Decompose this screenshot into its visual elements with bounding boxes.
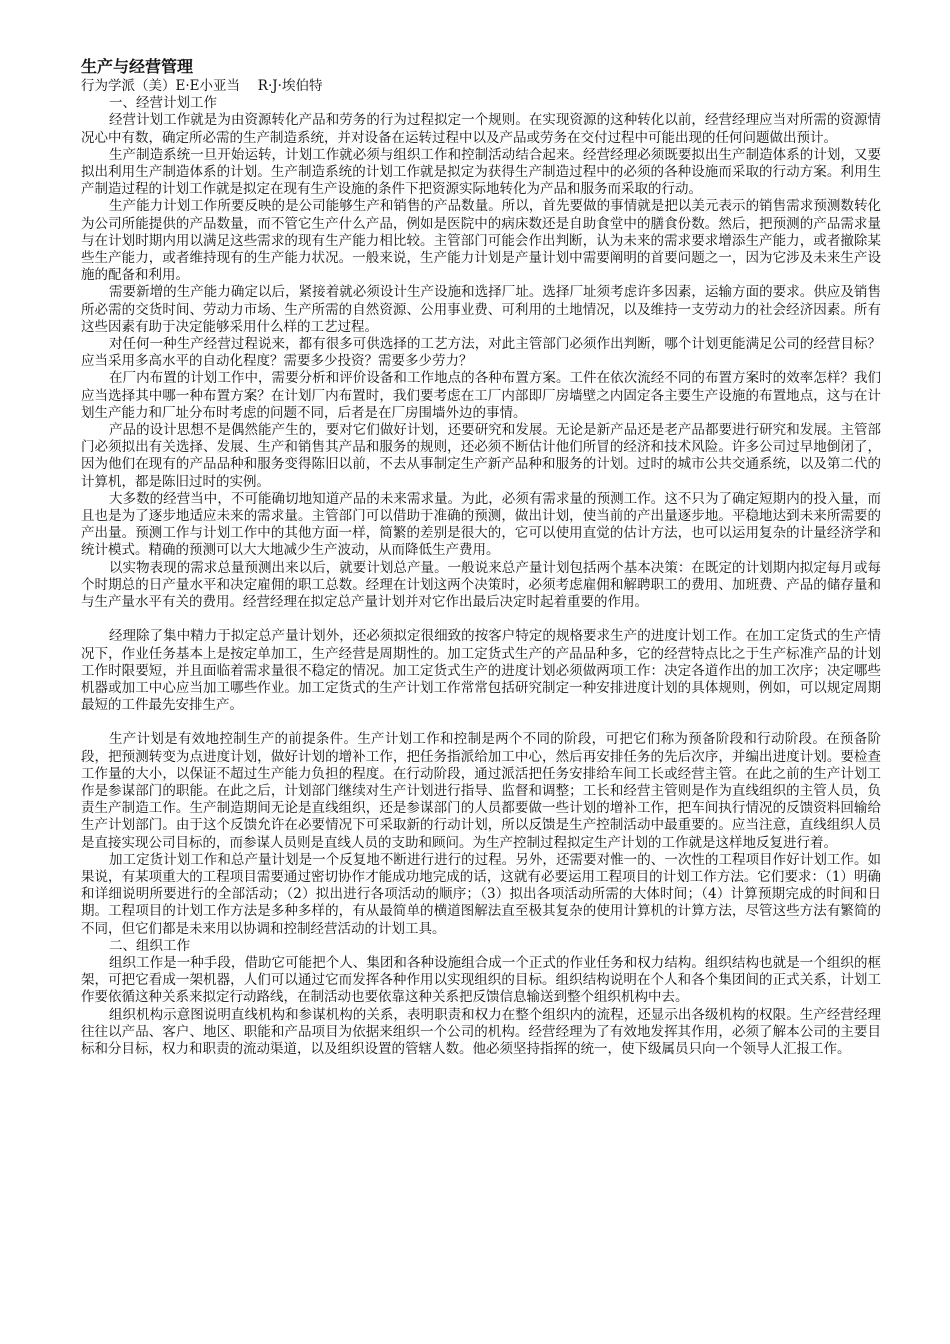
document-title: 生产与经营管理 bbox=[81, 57, 194, 76]
paragraph: 经营计划工作就是为由资源转化产品和劳务的行为过程拟定一个规则。在实现资源的这种转化以前，经营经理应当对所需的资源情况心中有数，确定所必需的生产制造系统，并对设备在运转过程中以及产品或劳务在交付过程中可能出现的任何问题做出预计。 bbox=[81, 112, 881, 146]
paragraph: 在厂内布置的计划工作中，需要分析和评价设备和工作地点的各种布置方案。工件在依次流经不同的布置方案时的效率怎样？我们应当选择其中哪一种布置方案？在计划厂内布置时，我们要考虑在工厂内部即厂房墙壁之内固定各主要生产设施的布置地点，这与在计划生产能力和厂址分布时考虑的问题不同，后者是在厂房围墙外边的事情。 bbox=[81, 370, 881, 421]
paragraph: 组织机构示意图说明直线机构和参谋机构的关系，表明职责和权力在整个组织内的流程，还显示出各级机构的权限。生产经营经理往往以产品、客户、地区、职能和产品项目为依据来组织一个公司的机构。经营经理为了有效地发挥其作用，必须了解本公司的主要目标和分目标，权力和职责的流动渠道，以及组织设置的管辖人数。他必须坚持指挥的统一，使下级属员只向一个领导人汇报工作。 bbox=[81, 1006, 881, 1057]
paragraph: 产品的设计思想不是偶然能产生的，要对它们做好计划，还要研究和发展。无论是新产品还是老产品都要进行研究和发展。主管部门必须拟出有关选择、发展、生产和销售其产品和服务的规则，还必须不断估计他们所冒的经济和技术风险。许多公司过早地倒闭了，因为他们在现有的产品品种和服务变得陈旧以前，不去从事制定生产新产品种和服务的计划。过时的城市公共交通系统，以及第二代的计算机，都是陈旧过时的实例。 bbox=[81, 422, 881, 490]
document-page bbox=[81, 56, 881, 1058]
blank-line bbox=[81, 714, 881, 731]
paragraph: 经理除了集中精力于拟定总产量计划外，还必须拟定很细致的按客户特定的规格要求生产的进度计划工作。在加工定货式的生产情况下，作业任务基本上是按定单加工，生产经营是周期性的。加工定货式生产的产品品种多，它的经营特点比之于生产标准产品的计划工作时限要短，并且面临着需求量很不稳定的情况。加工定货式生产的进度计划必须做两项工作：决定各道作出的加工次序；决定哪些机器或加工中心应当加工哪些作业。加工定货式的生产计划工作常常包括研究制定一种安排进度计划的具体规则，例如，可以规定周期最短的工件最先安排生产。 bbox=[81, 628, 881, 714]
paragraph: 生产计划是有效地控制生产的前提条件。生产计划工作和控制是两个不同的阶段，可把它们称为预备阶段和行动阶段。在预备阶段，把预测转变为点进度计划，做好计划的增补工作，把任务指派给加工中心，然后再安排任务的先后次序，并编出进度计划。要检查工作量的大小，以保证不超过生产能力负担的程度。在行动阶段，通过派活把任务安排给车间工长或经营主管。在此之前的生产计划工作是参谋部门的职能。在此之后，计划部门继续对生产计划进行指导、监督和调整；工长和经营主管则是作为直线组织的主管人员，负责生产制造工作。生产制造期间无论是直线组织，还是参谋部门的人员都要做一些计划的增补工作，把车间执行情况的反馈资料回输给生产计划部门。由于这个反馈允许在必要情况下可采取新的行动计划，所以反馈是生产控制活动中最重要的。应当注意，直线组织人员是直接实现公司目标的，而参谋人员则是直线人员的支助和顾问。为生产控制过程拟定生产计划的工作就是这样地反复进行着。 bbox=[81, 731, 881, 851]
paragraph: 大多数的经营当中，不可能确切地知道产品的未来需求量。为此，必须有需求量的预测工作。这不只为了确定短期内的投入量，而且也是为了逐步地适应未来的需求量。主管部门可以借助于准确的预测，做出计划，使当前的产出量逐步地。平稳地达到未来所需要的产出量。预测工作与计划工作中的其他方面一样，简繁的差别是很大的，它可以使用直觉的估计方法，也可以运用复杂的计量经济学和统计模式。精确的预测可以大大地减少生产波动，从而降低生产费用。 bbox=[81, 490, 881, 559]
paragraph: 加工定货计划工作和总产量计划是一个反复地不断进行进行的过程。另外，还需要对惟一的、一次性的工程项目作好计划工作。如果说，有某项重大的工程项目需要通过密切协作才能成功地完成的话，这就有必要运用工程项目的计划工作方法。它们要求：（1）明确和详细说明所要进行的全部活动；（2）拟出进行各项活动的顺序；（3）拟出各项活动所需的大体时间；（4）计算预期完成的时间和日期。工程项目的计划工作方法是多种多样的，有从最简单的横道图解法直至极其复杂的使用计算机的计算方法，尽管这些方法有繁简的不同，但它们都是未来用以协调和控制经营活动的计划工具。 bbox=[81, 851, 881, 937]
paragraph: 组织工作是一种手段，借助它可能把个人、集团和各种设施组合成一个正式的作业任务和权力结构。组织结构也就是一个组织的框架，可把它看成一架机器，人们可以通过它而发挥各种作用以实现组织的目标。组织结构说明在个人和各个集团间的正式关系，计划工作要依循这种关系来拟定行动路线，在制活动也要依靠这种关系把反馈信息输送到整个组织机构中去。 bbox=[81, 954, 881, 1006]
author-line: 行为学派（美）E·E小亚当 R·J·埃伯特 bbox=[81, 78, 323, 94]
section-heading-organizing: 二、组织工作 bbox=[109, 937, 190, 954]
blank-line bbox=[81, 611, 881, 628]
paragraph: 以实物表现的需求总量预测出来以后，就要计划总产量。一般说来总产量计划包括两个基本决策：在既定的计划期内拟定每月或每个时期总的日产量水平和决定雇佣的职工总数。经理在计划这两个决策时，必须考虑雇佣和解聘职工的费用、加班费、产品的储存量和与生产量水平有关的费用。经营经理在拟定总产量计划并对它作出最后决定时起着重要的作用。 bbox=[81, 559, 881, 611]
paragraph: 需要新增的生产能力确定以后，紧接着就必须设计生产设施和选择厂址。选择厂址须考虑许多因素，运输方面的要求。供应及销售所必需的交货时间、劳动力市场、生产所需的自然资源、公用事业费、可利用的土地情况，以及维持一支劳动力的社会经济因素。所有这些因素有助于决定能够采用什么样的工艺过程。 bbox=[81, 284, 881, 335]
paragraph: 生产能力计划工作所要反映的是公司能够生产和销售的产品数量。所以，首先要做的事情就是把以美元表示的销售需求预测数转化为公司所能提供的产品数量，而不管它生产什么产品，例如是医院中的病床数还是自助食堂中的膳食份数。然后，把预测的产品需求量与在计划时期内用以满足这些需求的现有生产能力相比较。主管部门可能会作出判断，认为未来的需求要求增添生产能力，或者撤除某些生产能力，或者维持现有的生产能力状况。一般来说，生产能力计划是产量计划中需要阐明的首要问题之一，因为它涉及未来生产设施的配备和利用。 bbox=[81, 198, 881, 284]
paragraph: 对任何一种生产经营过程说来，都有很多可供选择的工艺方法，对此主管部门必须作出判断，哪个计划更能满足公司的经营目标？应当采用多高水平的自动化程度？需要多少投资？需要多少劳力？ bbox=[81, 336, 881, 370]
section-heading-planning: 一、经营计划工作 bbox=[109, 95, 217, 112]
paragraph: 生产制造系统一旦开始运转，计划工作就必须与组织工作和控制活动结合起来。经营经理必须既要拟出生产制造体系的计划，又要拟出利用生产制造体系的计划。生产制造系统的计划工作就是拟定为获得生产制造过程中的必须的各种设施而采取的行动方案。利用生产制造过程的计划工作就是拟定在现有生产设施的条件下把资源实际地转化为产品和服务而采取的行动。 bbox=[81, 146, 881, 198]
